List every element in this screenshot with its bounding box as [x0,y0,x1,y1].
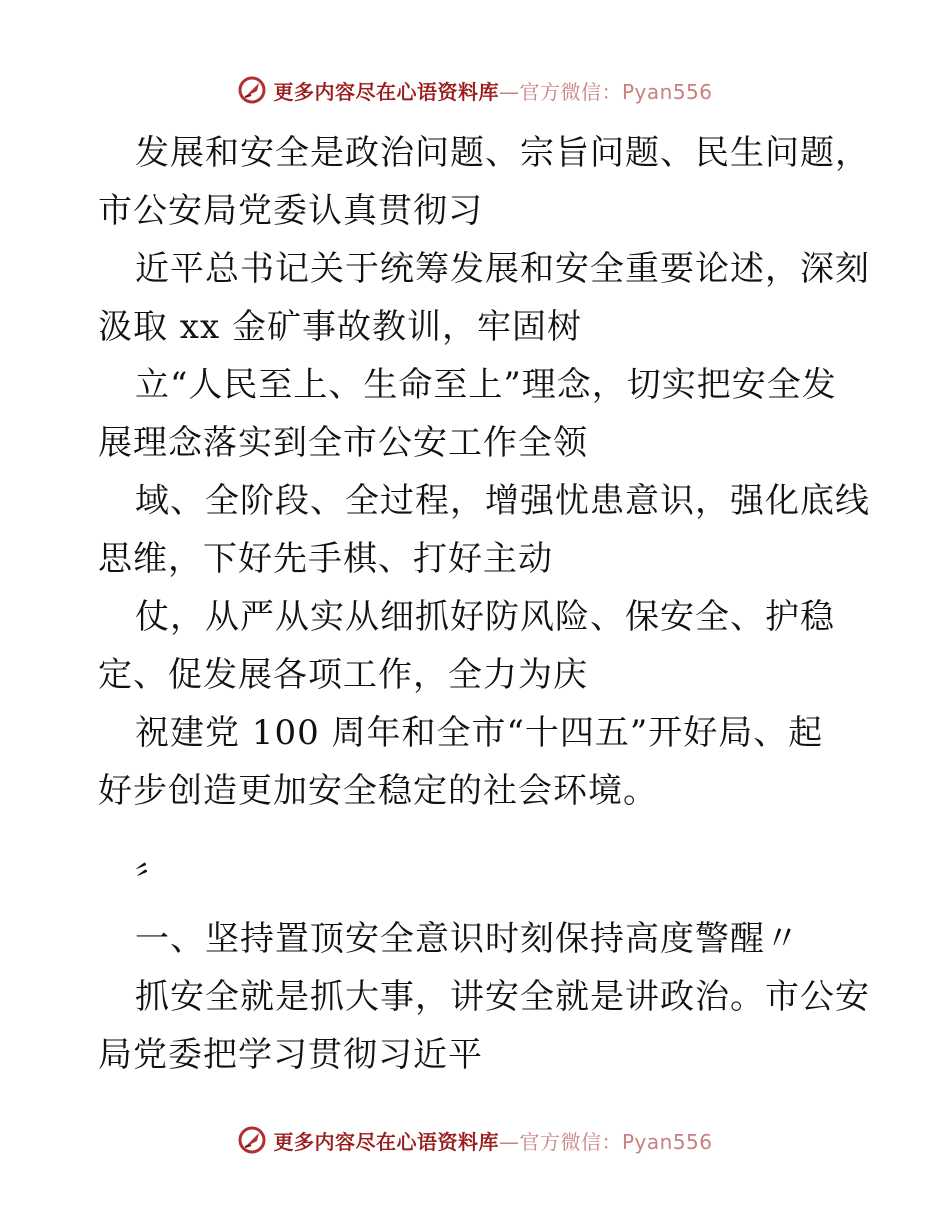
paragraph-line: 展理念落实到全市公安工作全领 [98,423,588,463]
stray-quote-mark: 〞 [135,861,170,901]
header-banner-wechat: Pyan556 [621,79,713,104]
paragraph-line: 定、促发展各项工作，全力为庆 [98,655,588,695]
footer-banner-text [273,1126,712,1155]
paragraph-line: 发展和安全是政治问题、宗旨问题、民生问题， [135,133,870,173]
paragraph-line: 立“人民至上、生命至上”理念，切实把安全发 [135,365,837,405]
paragraph-line: 仗，从严从实从细抓好防风险、保安全、护稳 [135,597,835,637]
paragraph-line: 汲取 xx 金矿事故教训，牢固树 [98,307,582,347]
paragraph-line: 抓安全就是抓大事，讲安全就是讲政治。市公安 [135,977,870,1017]
header-banner-text [273,76,712,105]
paragraph-gap [98,820,858,852]
footer-banner-dash: — [498,1129,520,1154]
header-watermark-banner [0,70,950,110]
quill-logo-icon [237,75,267,105]
footer-banner-main: 更多内容尽在心语资料库 [273,1129,499,1154]
footer-banner-wechat: Pyan556 [621,1129,713,1154]
header-banner-sub: 官方微信： [519,79,622,104]
quill-logo-icon [237,1125,267,1155]
paragraph-line: 局党委把学习贯彻习近平 [98,1035,483,1075]
paragraph-line: 域、全阶段、全过程，增强忧患意识，强化底线 [135,481,870,521]
paragraph-line: 好步创造更加安全稳定的社会环境。 [98,771,658,811]
footer-watermark-banner [0,1120,950,1160]
document-body [98,124,870,1084]
paragraph-line: 近平总书记关于统筹发展和安全重要论述，深刻 [135,249,870,289]
section-heading: 一、坚持置顶安全意识时刻保持高度警醒〃 [135,919,800,959]
header-banner-main: 更多内容尽在心语资料库 [273,79,499,104]
header-banner-dash: — [498,79,520,104]
paragraph-line: 思维，下好先手棋、打好主动 [98,539,553,579]
paragraph-line: 祝建党 100 周年和全市“十四五”开好局、起 [135,713,824,753]
footer-banner-sub: 官方微信： [519,1129,622,1154]
paragraph-line: 市公安局党委认真贯彻习 [98,191,483,231]
